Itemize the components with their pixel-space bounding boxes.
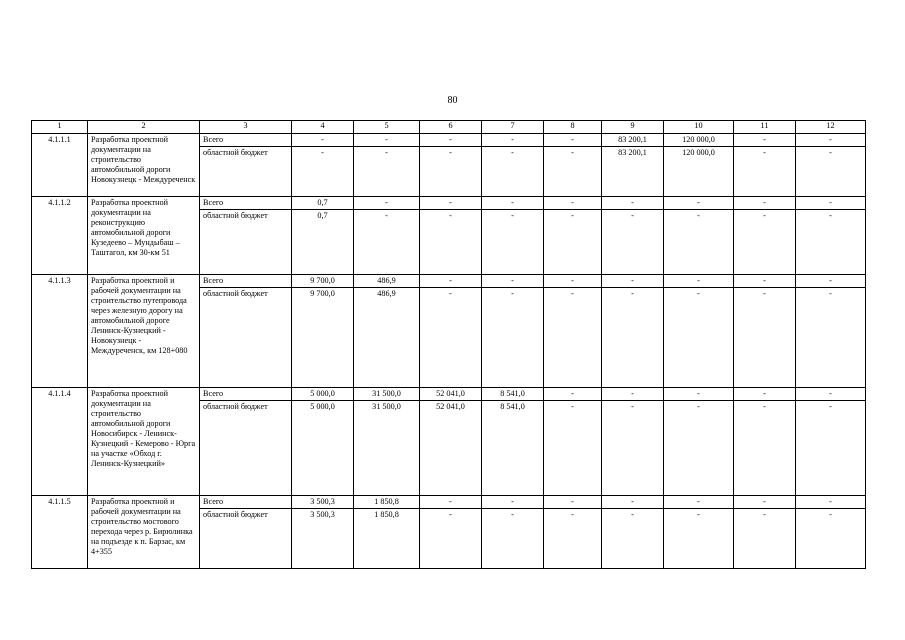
item-name: Разработка проектной документации на строительство автомобильной дороги Новосибирск - Ленинск-Кузнецкий - Кемерово - Юрга на участке «Обход г. Ленинск-Кузнецкий» (88, 388, 200, 496)
amount-cell: 8 541,0 (482, 401, 544, 496)
amount-cell: - (482, 275, 544, 288)
amount-cell: - (544, 147, 602, 197)
column-number: 4 (292, 121, 354, 134)
amount-cell: 1 850,8 (354, 496, 420, 509)
amount-cell: - (292, 134, 354, 147)
amount-cell: - (734, 197, 796, 210)
amount-cell: - (482, 134, 544, 147)
amount-cell: - (796, 496, 866, 509)
funding-source: Всего (200, 496, 292, 509)
item-code: 4.1.1.5 (32, 496, 88, 569)
amount-cell: - (796, 197, 866, 210)
amount-cell: - (602, 509, 664, 569)
amount-cell: - (734, 401, 796, 496)
column-number: 12 (796, 121, 866, 134)
amount-cell: 3 500,3 (292, 509, 354, 569)
amount-cell: 0,7 (292, 197, 354, 210)
amount-cell: 83 200,1 (602, 134, 664, 147)
funding-source: областной бюджет (200, 509, 292, 569)
amount-cell: - (482, 197, 544, 210)
amount-cell: - (664, 210, 734, 275)
amount-cell: - (796, 275, 866, 288)
funding-source: Всего (200, 197, 292, 210)
column-number: 11 (734, 121, 796, 134)
amount-cell: - (602, 401, 664, 496)
amount-cell: - (544, 134, 602, 147)
funding-source: Всего (200, 388, 292, 401)
amount-cell: - (602, 197, 664, 210)
column-number: 5 (354, 121, 420, 134)
amount-cell: - (420, 210, 482, 275)
amount-cell: - (734, 147, 796, 197)
amount-cell: - (544, 210, 602, 275)
table-row (32, 388, 866, 401)
item-name: Разработка проектной и рабочей документации на строительство мостового перехода через р. Бирюлинка на подъезде к п. Барзас, км 4+355 (88, 496, 200, 569)
amount-cell: 31 500,0 (354, 401, 420, 496)
amount-cell: - (420, 134, 482, 147)
item-code: 4.1.1.4 (32, 388, 88, 496)
funding-source: областной бюджет (200, 147, 292, 197)
amount-cell: - (544, 197, 602, 210)
page-number: 80 (447, 95, 458, 106)
amount-cell: - (482, 147, 544, 197)
item-code: 4.1.1.2 (32, 197, 88, 275)
amount-cell: 31 500,0 (354, 388, 420, 401)
item-code: 4.1.1.3 (32, 275, 88, 388)
column-number-row (32, 121, 866, 134)
amount-cell: - (602, 388, 664, 401)
amount-cell: 5 000,0 (292, 388, 354, 401)
amount-cell: - (734, 210, 796, 275)
amount-cell: 486,9 (354, 275, 420, 288)
amount-cell: - (354, 197, 420, 210)
amount-cell: - (602, 275, 664, 288)
amount-cell: - (544, 288, 602, 388)
amount-cell: 3 500,3 (292, 496, 354, 509)
table-row (32, 275, 866, 288)
amount-cell: - (796, 401, 866, 496)
funding-source: Всего (200, 275, 292, 288)
amount-cell: 9 700,0 (292, 288, 354, 388)
funding-source: Всего (200, 134, 292, 147)
amount-cell: - (664, 197, 734, 210)
amount-cell: 9 700,0 (292, 275, 354, 288)
amount-cell: - (482, 210, 544, 275)
table-row (32, 134, 866, 147)
amount-cell: - (796, 288, 866, 388)
amount-cell: - (420, 147, 482, 197)
column-number: 1 (32, 121, 88, 134)
amount-cell: - (796, 388, 866, 401)
funding-source: областной бюджет (200, 210, 292, 275)
item-code: 4.1.1.1 (32, 134, 88, 197)
amount-cell: - (544, 401, 602, 496)
table-row (32, 197, 866, 210)
column-number: 3 (200, 121, 292, 134)
amount-cell: - (544, 509, 602, 569)
amount-cell: - (734, 509, 796, 569)
table-row (32, 496, 866, 509)
amount-cell: 0,7 (292, 210, 354, 275)
amount-cell: - (796, 147, 866, 197)
amount-cell: 120 000,0 (664, 134, 734, 147)
item-name: Разработка проектной и рабочей документации на строительство путепровода через железную дорогу на автомобильной дороге Ленинск-Кузнецкий - Новокузнецк - Междуреченск, км 128+080 (88, 275, 200, 388)
amount-cell: - (602, 288, 664, 388)
funding-source: областной бюджет (200, 288, 292, 388)
amount-cell: - (796, 210, 866, 275)
amount-cell: 8 541,0 (482, 388, 544, 401)
amount-cell: - (420, 509, 482, 569)
amount-cell: - (354, 134, 420, 147)
amount-cell: - (354, 210, 420, 275)
column-number: 6 (420, 121, 482, 134)
amount-cell: 1 850,8 (354, 509, 420, 569)
amount-cell: - (664, 288, 734, 388)
amount-cell: - (420, 288, 482, 388)
amount-cell: - (734, 388, 796, 401)
amount-cell: - (796, 509, 866, 569)
amount-cell: 5 000,0 (292, 401, 354, 496)
column-number: 7 (482, 121, 544, 134)
amount-cell: - (544, 388, 602, 401)
amount-cell: 52 041,0 (420, 401, 482, 496)
column-number: 8 (544, 121, 602, 134)
amount-cell: - (602, 210, 664, 275)
amount-cell: - (796, 134, 866, 147)
amount-cell: - (664, 401, 734, 496)
amount-cell: - (664, 388, 734, 401)
item-name: Разработка проектной документации на реконструкцию автомобильной дороги Кузедеево – Мундыбаш – Таштагол, км 30-км 51 (88, 197, 200, 275)
amount-cell: - (292, 147, 354, 197)
amount-cell: 83 200,1 (602, 147, 664, 197)
amount-cell: - (734, 288, 796, 388)
amount-cell: 120 000,0 (664, 147, 734, 197)
amount-cell: - (420, 275, 482, 288)
amount-cell: - (544, 496, 602, 509)
amount-cell: - (734, 496, 796, 509)
amount-cell: - (734, 275, 796, 288)
funding-source: областной бюджет (200, 401, 292, 496)
amount-cell: - (420, 197, 482, 210)
amount-cell: - (420, 496, 482, 509)
amount-cell: - (664, 509, 734, 569)
amount-cell: - (544, 275, 602, 288)
amount-cell: - (734, 134, 796, 147)
budget-table (31, 120, 866, 569)
amount-cell: - (664, 275, 734, 288)
item-name: Разработка проектной документации на строительство автомобильной дороги Новокузнецк - Междуреченск (88, 134, 200, 197)
amount-cell: 52 041,0 (420, 388, 482, 401)
amount-cell: - (354, 147, 420, 197)
amount-cell: - (602, 496, 664, 509)
column-number: 2 (88, 121, 200, 134)
amount-cell: - (664, 496, 734, 509)
amount-cell: - (482, 509, 544, 569)
amount-cell: - (482, 496, 544, 509)
amount-cell: 486,9 (354, 288, 420, 388)
column-number: 9 (602, 121, 664, 134)
amount-cell: - (482, 288, 544, 388)
column-number: 10 (664, 121, 734, 134)
